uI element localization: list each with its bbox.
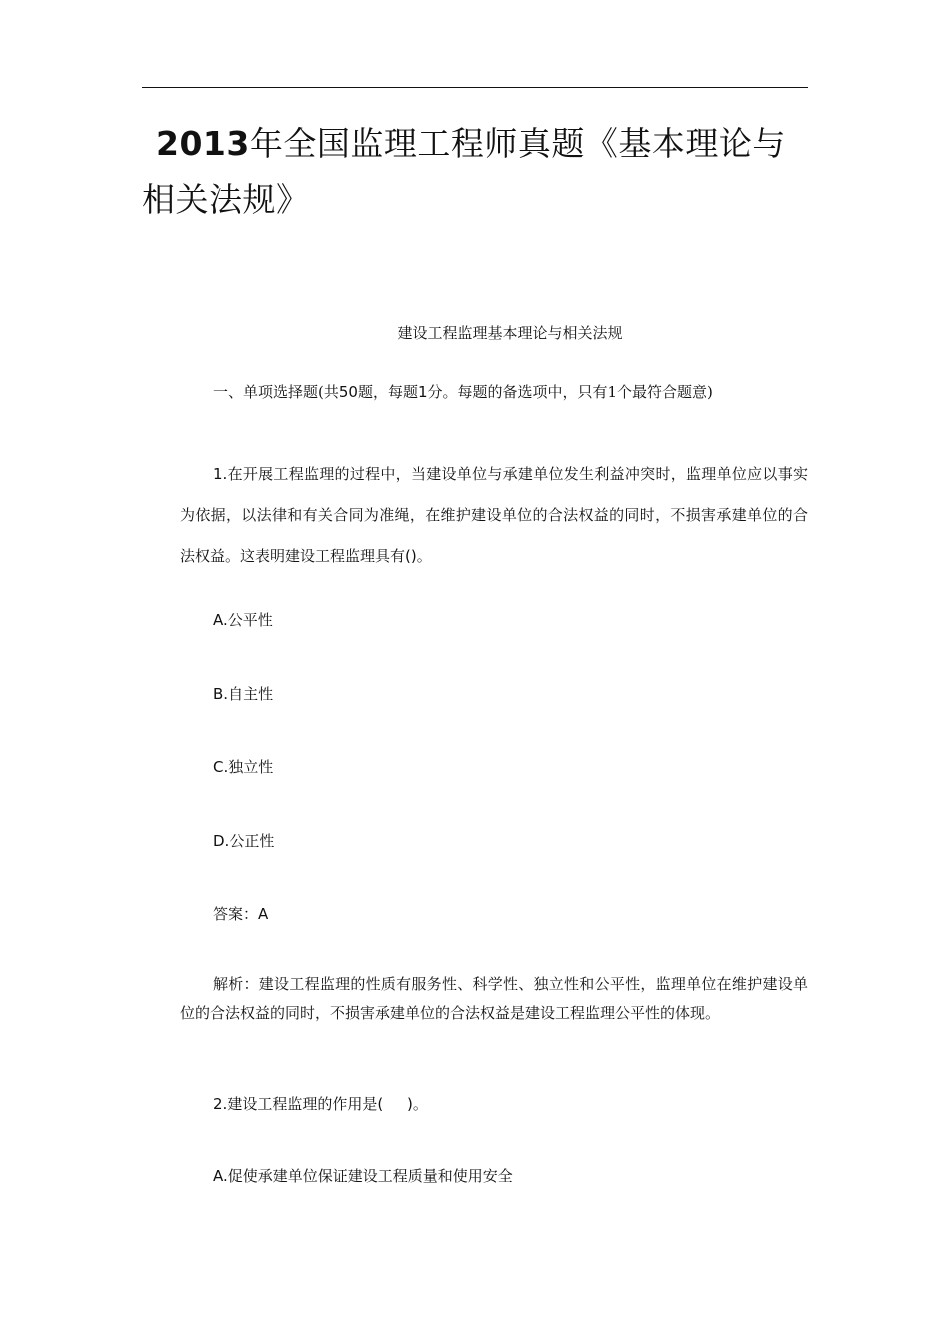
document-title	[142, 116, 814, 228]
option-text: 独立性	[228, 758, 274, 776]
instructions-suffix: 分。每题的备选项中，只有1个最符合题意)	[427, 383, 713, 401]
question-blank: ()	[405, 547, 417, 565]
q1-option-b	[180, 683, 808, 705]
question-blank: ( )	[377, 1095, 413, 1113]
q1-option-d	[180, 830, 808, 852]
q1-option-a	[180, 609, 808, 631]
option-letter: C.	[213, 758, 229, 776]
instructions-count: 共50	[323, 383, 358, 401]
option-letter: A.	[213, 1167, 228, 1185]
instructions-mid: 题，每题	[357, 383, 418, 401]
q1-answer	[180, 903, 808, 925]
option-letter: B.	[213, 685, 229, 703]
answer-label: 答案：	[213, 905, 259, 923]
option-text: 促使承建单位保证建设工程质量和使用安全	[227, 1167, 513, 1185]
option-letter: D.	[213, 832, 230, 850]
instructions-prefix: 一、单项选择题(	[213, 383, 324, 401]
question-stem: 建设工程监理的作用是	[227, 1095, 378, 1113]
option-text: 公平性	[227, 611, 273, 629]
q1-option-c	[180, 756, 808, 778]
title-text: 年全国监理工程师真题《基本理论与相关法规》	[142, 124, 786, 219]
question-2	[180, 1093, 808, 1115]
instructions-score: 1	[417, 383, 428, 401]
instructions	[180, 381, 808, 403]
option-letter: A.	[213, 611, 228, 629]
question-number: 2.	[213, 1095, 228, 1113]
question-1	[180, 454, 808, 577]
section-heading: 建设工程监理基本理论与相关法规	[397, 324, 623, 342]
question-number: 1.	[213, 465, 228, 483]
q1-explanation: 解析：建设工程监理的性质有服务性、科学性、独立性和公平性，监理单位在维护建设单位的合法权益的同时，不损害承建单位的合法权益是建设工程监理公平性的体现。	[180, 975, 808, 1022]
question-stem-end: 。	[416, 547, 432, 565]
option-text: 公正性	[229, 832, 275, 850]
top-rule	[142, 87, 808, 88]
question-stem: 在开展工程监理的过程中，当建设单位与承建单位发生利益冲突时，监理单位应以事实为依据，以法律和有关合同为准绳，在维护建设单位的合法权益的同时，不损害承建单位的合法权益。这表明建设工程监理具有	[180, 465, 808, 565]
option-text: 自主性	[228, 685, 274, 703]
answer-value: A	[258, 905, 269, 923]
q2-option-a	[180, 1165, 808, 1187]
title-year: 2013	[156, 124, 250, 163]
question-stem-end: 。	[412, 1095, 428, 1113]
